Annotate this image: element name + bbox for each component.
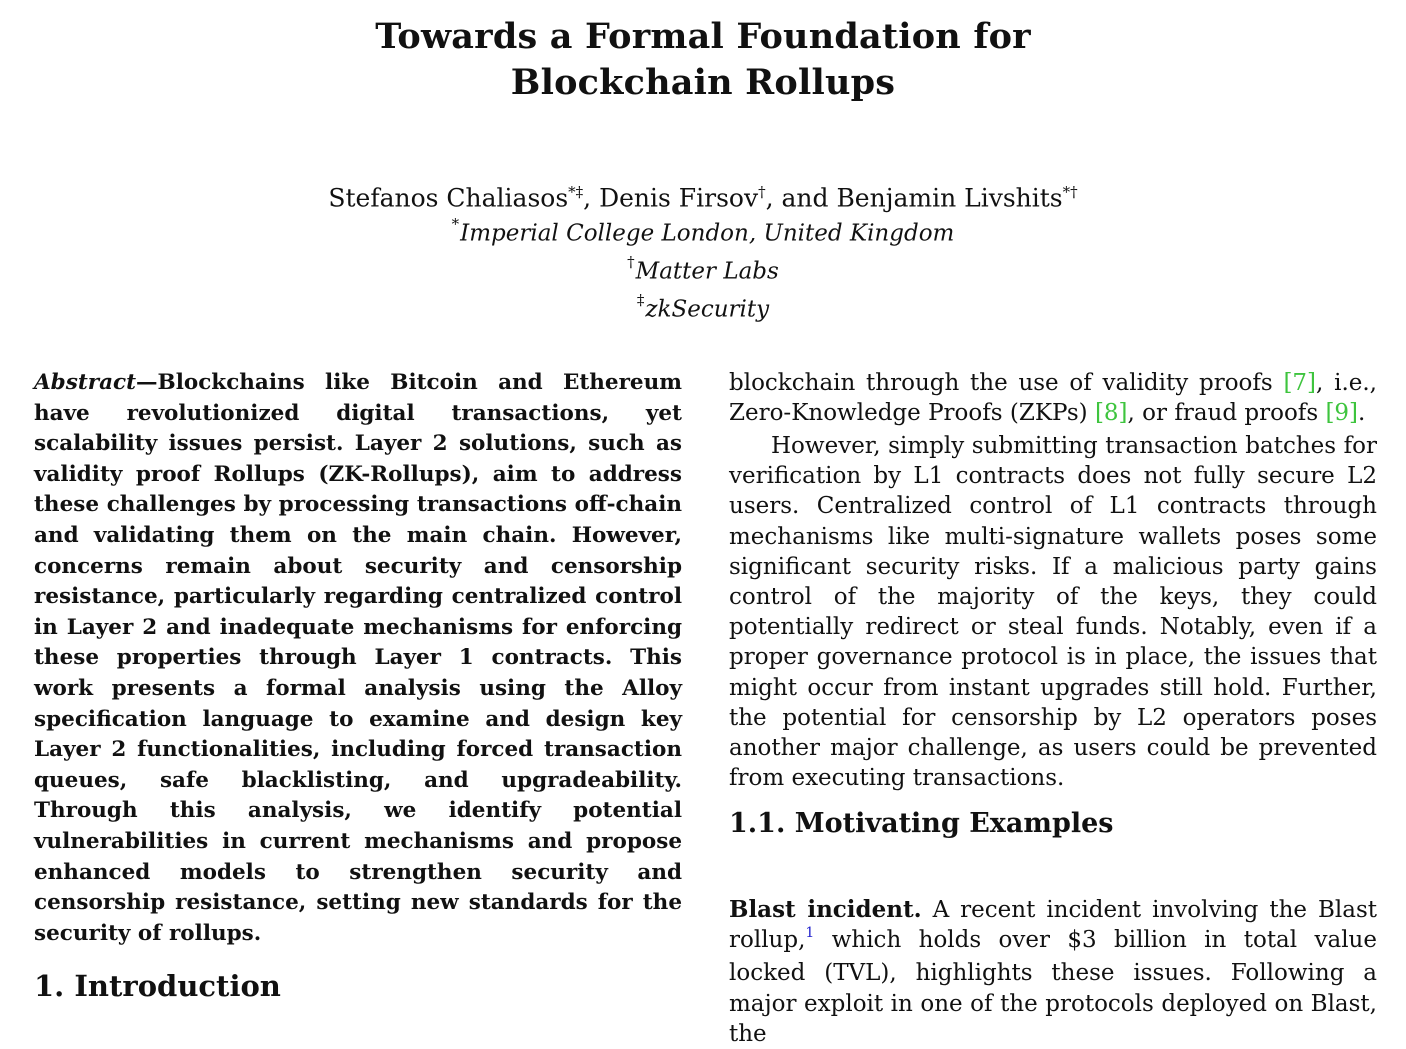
abstract-text: Blockchains like Bitcoin and Ethereum have revolutionized digital transactions, yet scalability issues persist. Layer 2 solutions, such as validity proof Rollups (ZK-Rollups), aim to address these challenges by processing transactions off-chain and validating them on the main chain. However, concerns remain about security and censorship resistance, particularly regarding centralized control in Layer 2 and inadequate mechanisms for enforcing these properties through Layer 1 contracts. This work presents a formal analysis using the Alloy specification language to examine and design key Layer 2 functionalities, including forced transaction queues, safe blacklisting, and upgradeability. Through this analysis, we identify potential vulnerabilities in current mechanisms and propose enhanced models to strengthen security and censorship resistance, setting new standards for the security of rollups. <box>34 370 682 946</box>
abstract <box>34 368 682 949</box>
affiliation <box>0 212 1406 250</box>
author-separator: , <box>583 183 600 213</box>
affiliation-mark: ‡ <box>636 291 645 310</box>
title-line-1: Towards a Formal Foundation for <box>375 16 1031 57</box>
abstract-dash: — <box>136 370 158 395</box>
footnote-link[interactable]: 1 <box>805 925 815 942</box>
author-affiliation-mark: † <box>758 183 766 201</box>
author-name: Benjamin Livshits <box>836 183 1063 213</box>
paper-title <box>0 14 1406 106</box>
title-line-2: Blockchain Rollups <box>510 62 896 103</box>
abstract-label: Abstract <box>34 370 137 395</box>
paragraph-text: . <box>1358 400 1366 427</box>
paragraph-text: A recent incident involving the Blast rollup, <box>729 897 1377 954</box>
affiliations <box>0 212 1406 326</box>
section-heading-introduction: 1. Introduction <box>34 969 281 1003</box>
author-separator: , and <box>765 183 837 213</box>
affiliation <box>0 288 1406 326</box>
affiliation-name: Matter Labs <box>635 258 779 285</box>
affiliation-name: Imperial College London, United Kingdom <box>460 220 955 247</box>
paragraph-text: , or fraud proofs <box>1127 400 1326 427</box>
affiliation-name: zkSecurity <box>645 296 770 323</box>
citation-link[interactable]: [9] <box>1325 400 1359 427</box>
paragraph-lead: Blast incident. <box>729 896 922 923</box>
paragraph-text: which holds over $3 billion in total value locked (TVL), highlights these issues. Following a major exploit in one of the protocols deployed on Blast, the <box>729 927 1377 1047</box>
author-affiliation-mark: *† <box>1062 183 1078 201</box>
affiliation-mark: † <box>627 253 635 272</box>
author-list <box>0 176 1406 214</box>
section-heading-motivating-examples: 1.1. Motivating Examples <box>729 808 1114 839</box>
author-name: Stefanos Chaliasos <box>328 183 569 213</box>
paragraph-text: blockchain through the use of validity proofs <box>729 370 1284 396</box>
affiliation <box>0 250 1406 288</box>
body-paragraph <box>729 895 1377 1049</box>
author-affiliation-mark: *‡ <box>568 183 584 201</box>
paragraph-text: , i.e., Zero-Knowledge Proofs (ZKPs) <box>729 370 1377 427</box>
citation-link[interactable]: [7] <box>1283 370 1317 396</box>
citation-link[interactable]: [8] <box>1094 400 1128 427</box>
body-paragraph: However, simply submitting transaction batches for verification by L1 contracts does not fully secure L2 users. Centralized control of L1 contracts through mechanisms like multi-signature wallets poses some significant security risks. If a malicious party gains control of the majority of the keys, they could potentially redirect or steal funds. Notably, even if a proper governance protocol is in place, the issues that might occur from instant upgrades still hold. Further, the potential for censorship by L2 operators poses another major challenge, as users could be prevented from executing transactions. <box>729 433 1377 792</box>
body-paragraph <box>729 368 1377 428</box>
author-name: Denis Firsov <box>599 183 759 213</box>
affiliation-mark: * <box>451 215 460 233</box>
